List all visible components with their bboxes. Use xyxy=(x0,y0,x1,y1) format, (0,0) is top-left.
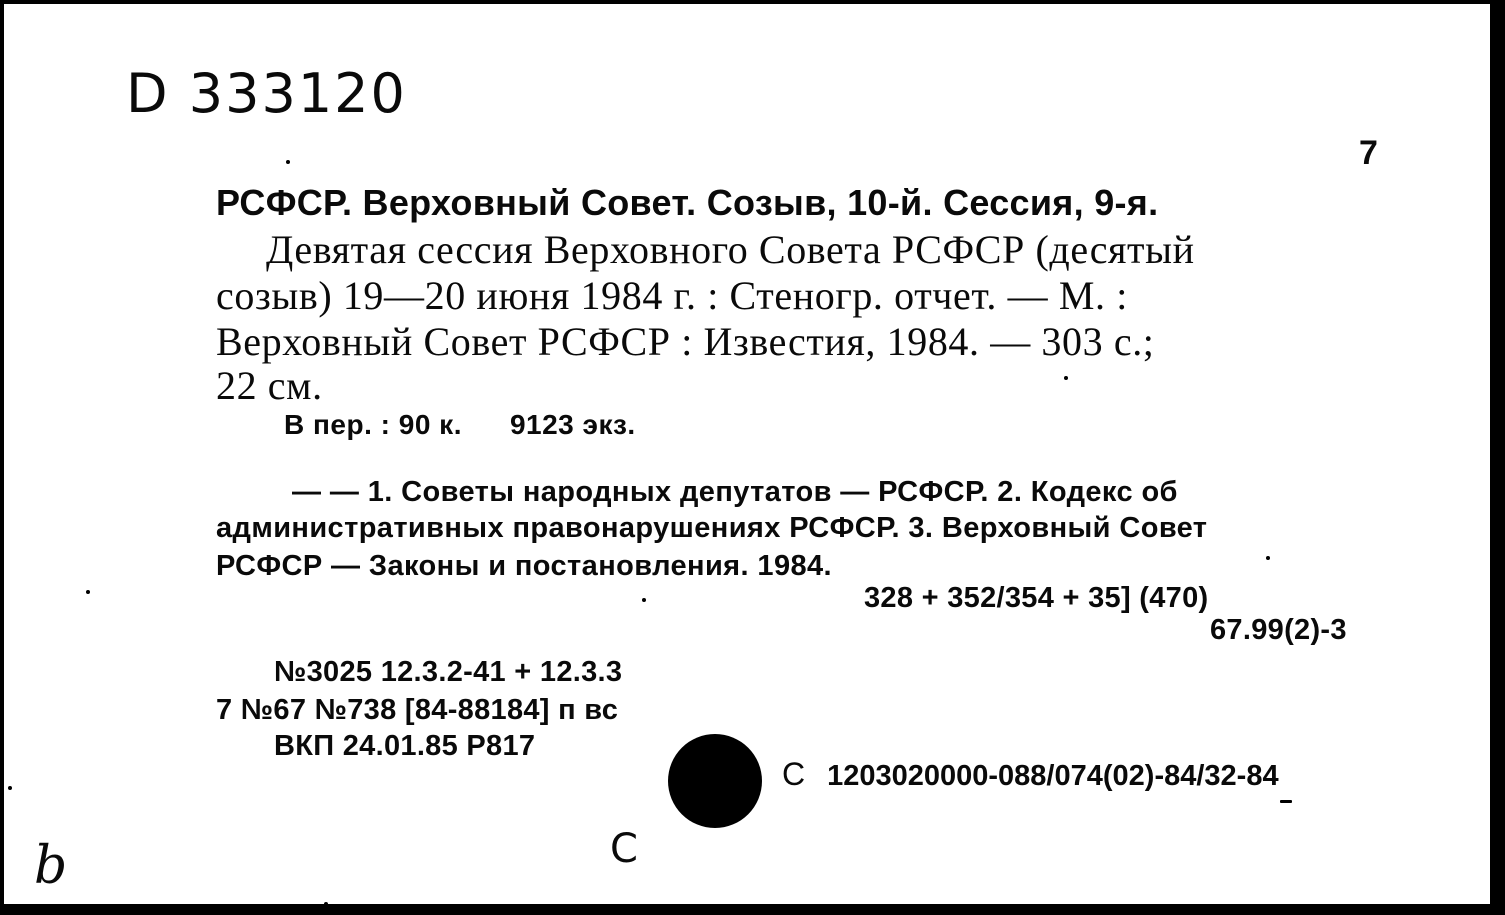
price: В пер. : 90 к. xyxy=(284,409,462,440)
catalog-card xyxy=(4,4,1494,907)
body-line-4: 22 см. xyxy=(216,363,323,408)
subject-line-1: — — 1. Советы народных депутатов — РСФСР. 2. Кодекс об xyxy=(292,476,1178,508)
body-line-3: Верховный Совет РСФСР : Известия, 1984. — 303 с.; xyxy=(216,319,1155,364)
speck xyxy=(1266,556,1270,560)
section-letter: С xyxy=(610,826,638,872)
publisher-code xyxy=(782,756,1279,793)
code-value: 1203020000-088/074(02)-84/32-84 xyxy=(827,760,1279,792)
speck xyxy=(86,590,90,594)
speck xyxy=(1280,800,1292,803)
speck xyxy=(286,160,290,164)
speck xyxy=(8,786,12,790)
speck xyxy=(1064,376,1068,380)
footer-line-1: №3025 12.3.2-41 + 12.3.3 xyxy=(274,656,623,688)
speck xyxy=(324,902,328,906)
copies: 9123 экз. xyxy=(509,409,636,440)
body-line-1: Девятая сессия Верховного Совета РСФСР (десятый xyxy=(266,227,1195,272)
handwritten-corner-mark: b xyxy=(34,836,68,896)
footer-line-2: 7 №67 №738 [84-88184] п вс xyxy=(216,694,619,726)
price-line xyxy=(284,409,636,441)
body-line-2: созыв) 19—20 июня 1984 г. : Стеногр. отчет. — М. : xyxy=(216,273,1128,318)
subject-line-2: административных правонарушениях РСФСР. 3. Верховный Совет xyxy=(216,512,1208,544)
punch-hole xyxy=(668,734,762,828)
subject-line-3: РСФСР — Законы и постановления. 1984. xyxy=(216,550,832,582)
handwritten-id: D 333120 xyxy=(126,62,407,125)
code-prefix: С xyxy=(782,756,806,792)
classification-bbk: 67.99(2)-3 xyxy=(1210,614,1347,646)
speck xyxy=(642,598,646,602)
footer-line-3: ВКП 24.01.85 Р817 xyxy=(274,730,536,762)
card-number: 7 xyxy=(1359,134,1378,172)
card-heading: РСФСР. Верховный Совет. Созыв, 10-й. Сессия, 9-я. xyxy=(216,182,1159,223)
classification-udc: 328 + 352/354 + 35] (470) xyxy=(864,582,1209,614)
